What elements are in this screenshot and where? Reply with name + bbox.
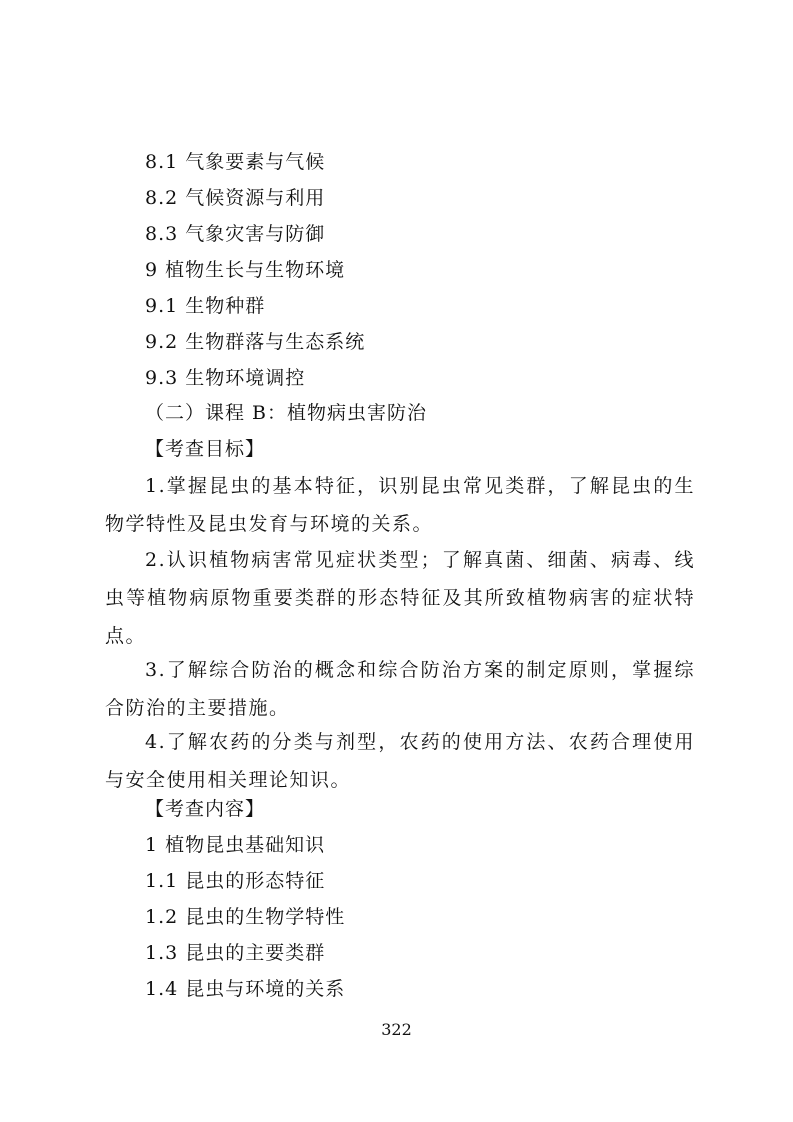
content-item: 1.4 昆虫与环境的关系 [145, 978, 346, 1000]
objectives-heading: 【考查目标】 [145, 438, 266, 460]
objective-paragraph: 1.掌握昆虫的基本特征，识别昆虫常见类群，了解昆虫的生物学特性及昆虫发育与环境的关系。 [105, 475, 695, 535]
objective-paragraph: 4.了解农药的分类与剂型，农药的使用方法、农药合理使用与安全使用相关理论知识。 [105, 731, 695, 791]
course-title: （二）课程 B：植物病虫害防治 [145, 402, 428, 424]
content-item: 1.3 昆虫的主要类群 [145, 942, 326, 964]
outline-item: 9.2 生物群落与生态系统 [145, 331, 366, 353]
content-item: 1.2 昆虫的生物学特性 [145, 906, 346, 928]
outline-item: 8.1 气象要素与气候 [145, 151, 326, 173]
outline-item: 8.3 气象灾害与防御 [145, 223, 326, 245]
content-item: 1 植物昆虫基础知识 [145, 834, 326, 856]
objective-paragraph: 2.认识植物病害常见症状类型；了解真菌、细菌、病毒、线虫等植物病原物重要类群的形态特征及其所致植物病害的症状特点。 [105, 549, 695, 647]
outline-item: 9.3 生物环境调控 [145, 367, 306, 389]
content-item: 1.1 昆虫的形态特征 [145, 870, 326, 892]
content-heading: 【考查内容】 [145, 798, 266, 820]
page-number: 322 [381, 1020, 412, 1039]
outline-item: 9.1 生物种群 [145, 295, 266, 317]
outline-item: 9 植物生长与生物环境 [145, 259, 346, 281]
outline-item: 8.2 气候资源与利用 [145, 187, 326, 209]
objective-paragraph: 3.了解综合防治的概念和综合防治方案的制定原则，掌握综合防治的主要措施。 [105, 659, 695, 719]
